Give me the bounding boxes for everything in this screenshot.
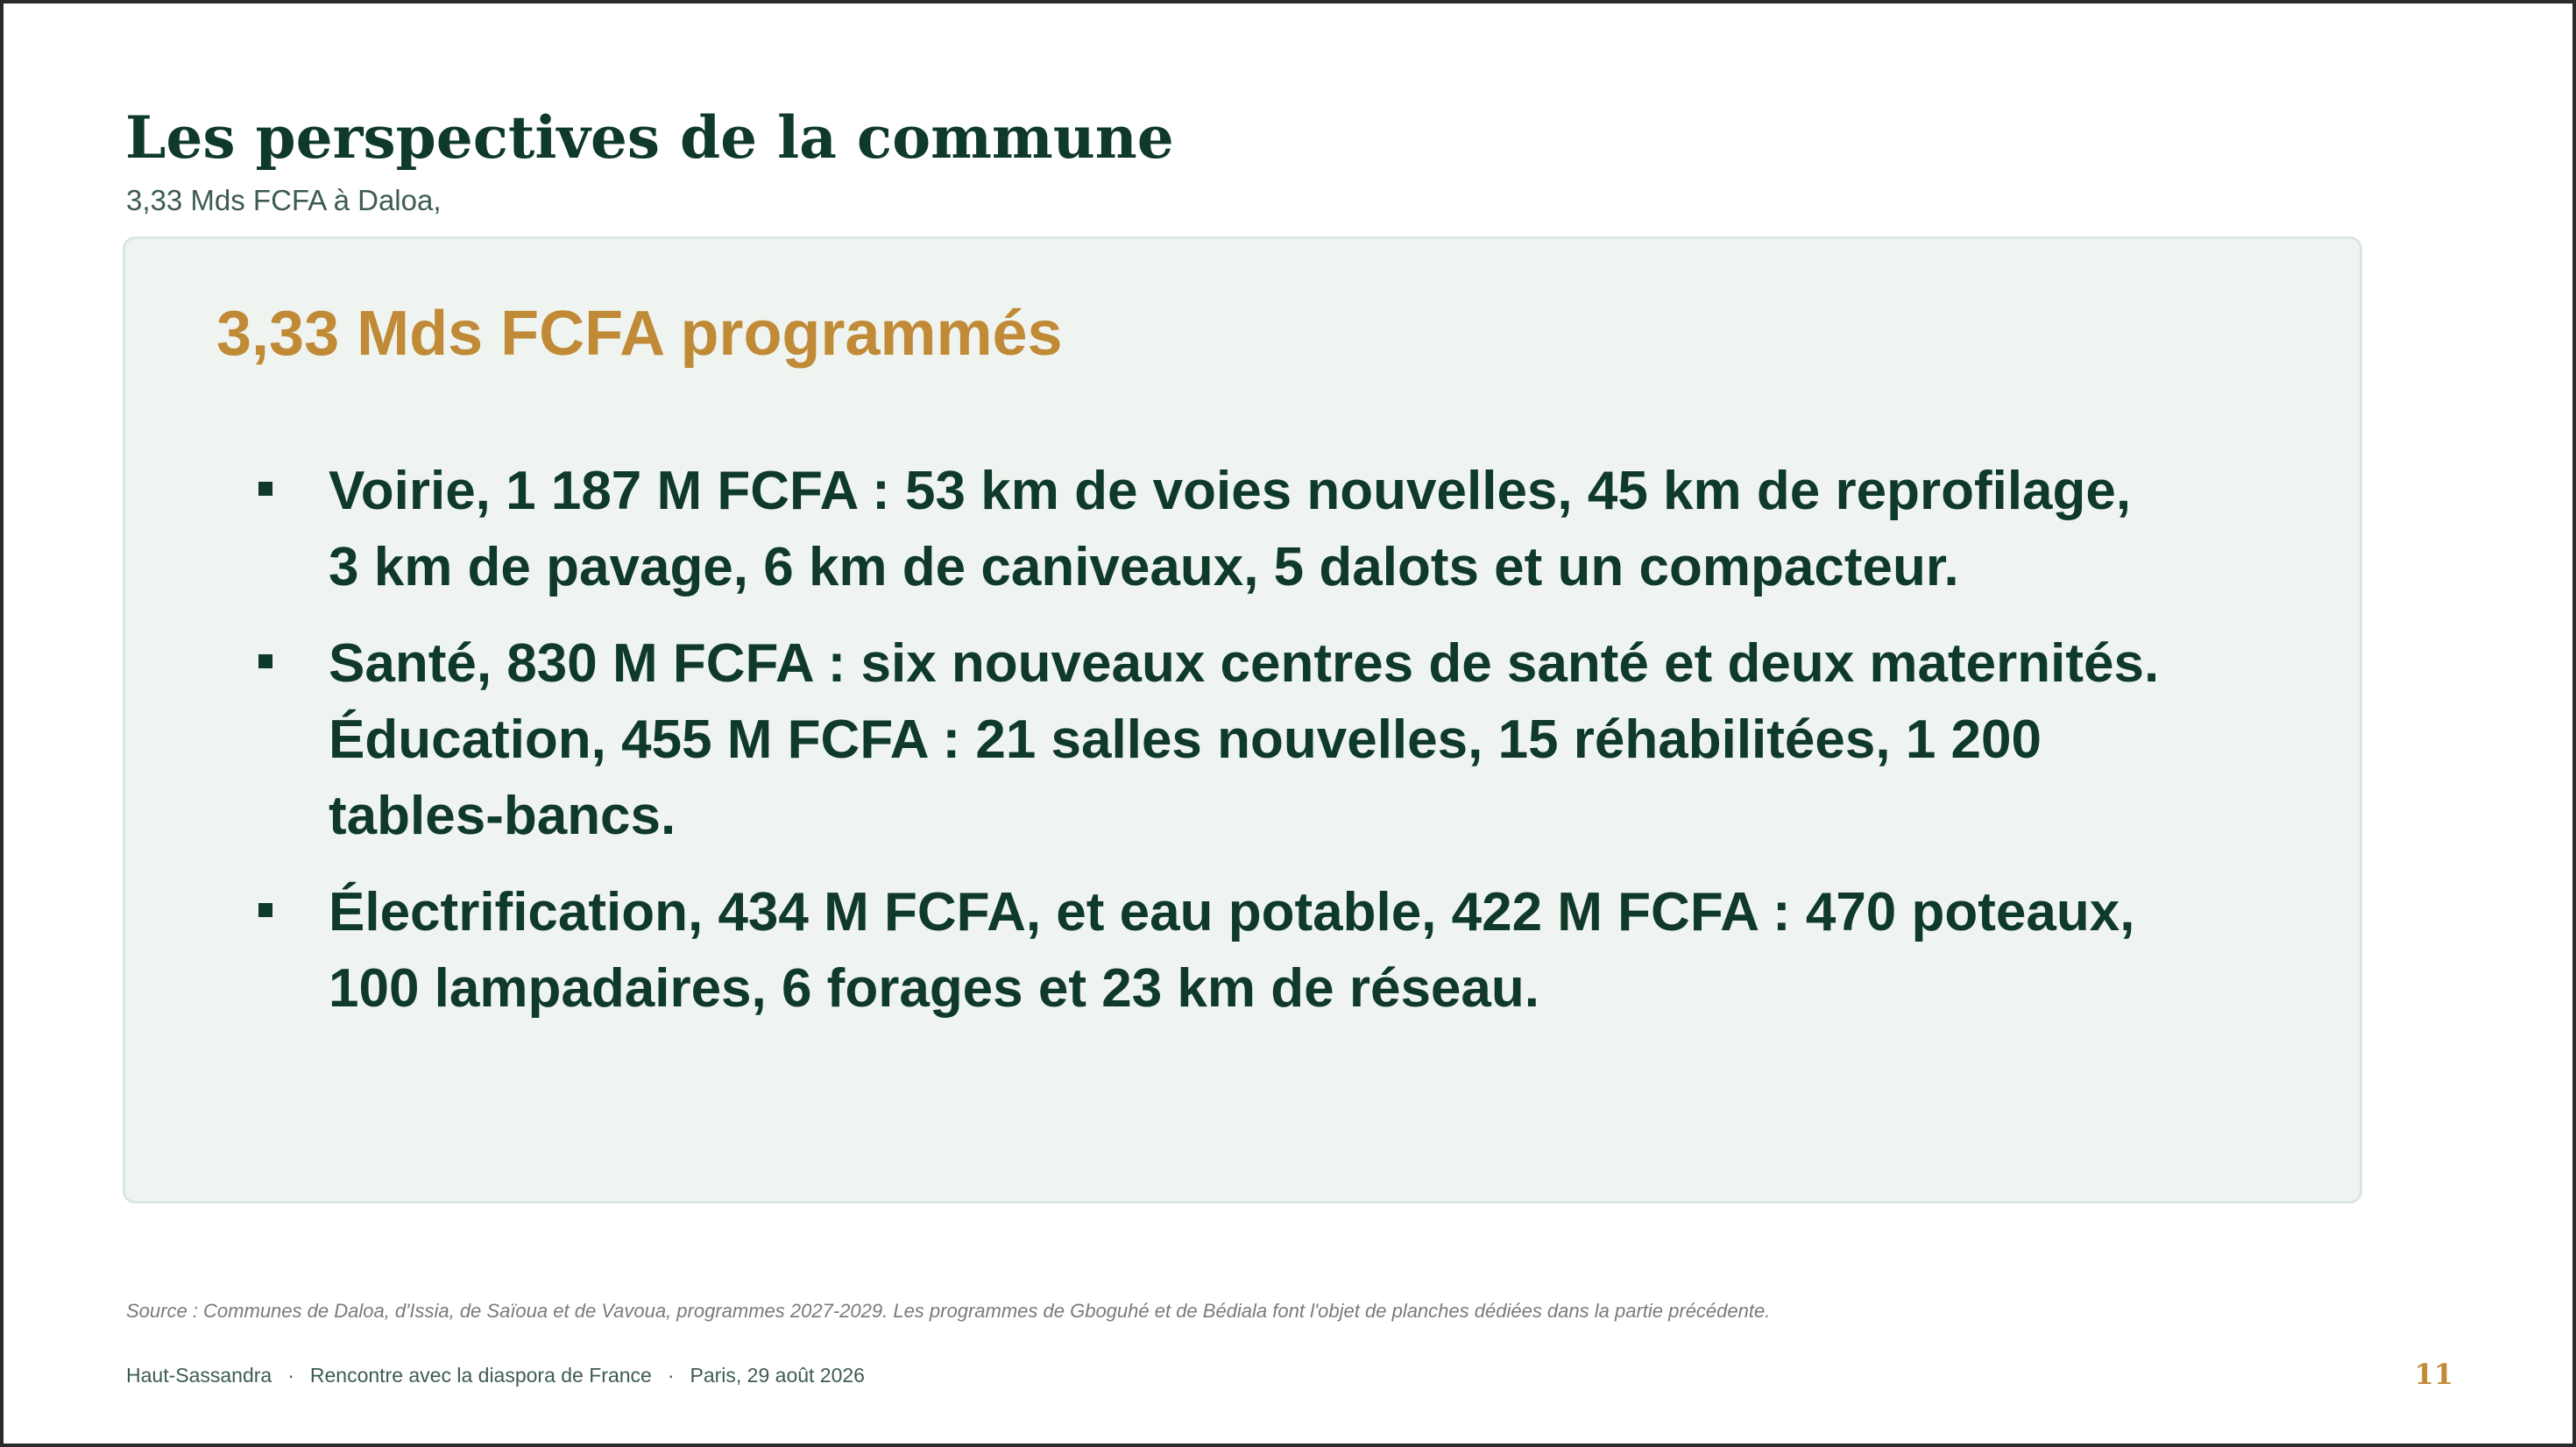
- footer-separator: ·: [287, 1364, 294, 1387]
- content-card: [123, 236, 2362, 1203]
- source-note: Source : Communes de Daloa, d'Issia, de Saïoua et de Vavoua, programmes 2027-2029. Les programmes de Gboguhé et de Bédiala font l'objet de planches dédiées dans la partie précédente.: [126, 1300, 1771, 1322]
- bullet-list: [257, 453, 2167, 1047]
- bullet-item-electrification: [257, 874, 2167, 1027]
- square-bullet-icon: [258, 903, 272, 917]
- bullet-item-sante: [257, 625, 2167, 854]
- card-heading: 3,33 Mds FCFA programmés: [216, 299, 1063, 369]
- bullet-item-voirie: [257, 453, 2167, 605]
- slide-page: [4, 4, 2572, 1443]
- footer-place-date: Paris, 29 août 2026: [690, 1364, 865, 1387]
- footer-event: Rencontre avec la diaspora de France: [309, 1364, 652, 1387]
- bullet-text: Voirie, 1 187 M FCFA : 53 km de voies nouvelles, 45 km de reprofilage, 3 km de pavage, 6 km de caniveaux, 5 dalots et un compacteur.: [329, 461, 2132, 597]
- page-subtitle: 3,33 Mds FCFA à Daloa,: [126, 184, 442, 216]
- footer: [126, 1362, 865, 1388]
- page-title: Les perspectives de la commune: [125, 103, 1174, 172]
- page-number: 11: [2414, 1358, 2453, 1391]
- square-bullet-icon: [258, 654, 272, 668]
- bullet-text: Santé, 830 M FCFA : six nouveaux centres de santé et deux maternités. Éducation, 455 M FCFA : 21 salles nouvelles, 15 réhabilitées, 1 200 tables-bancs.: [329, 633, 2160, 846]
- footer-separator: ·: [667, 1364, 675, 1387]
- square-bullet-icon: [258, 482, 272, 496]
- bullet-text: Électrification, 434 M FCFA, et eau potable, 422 M FCFA : 470 poteaux, 100 lampadaires, 6 forages et 23 km de réseau.: [329, 882, 2135, 1019]
- footer-region: Haut-Sassandra: [126, 1364, 272, 1387]
